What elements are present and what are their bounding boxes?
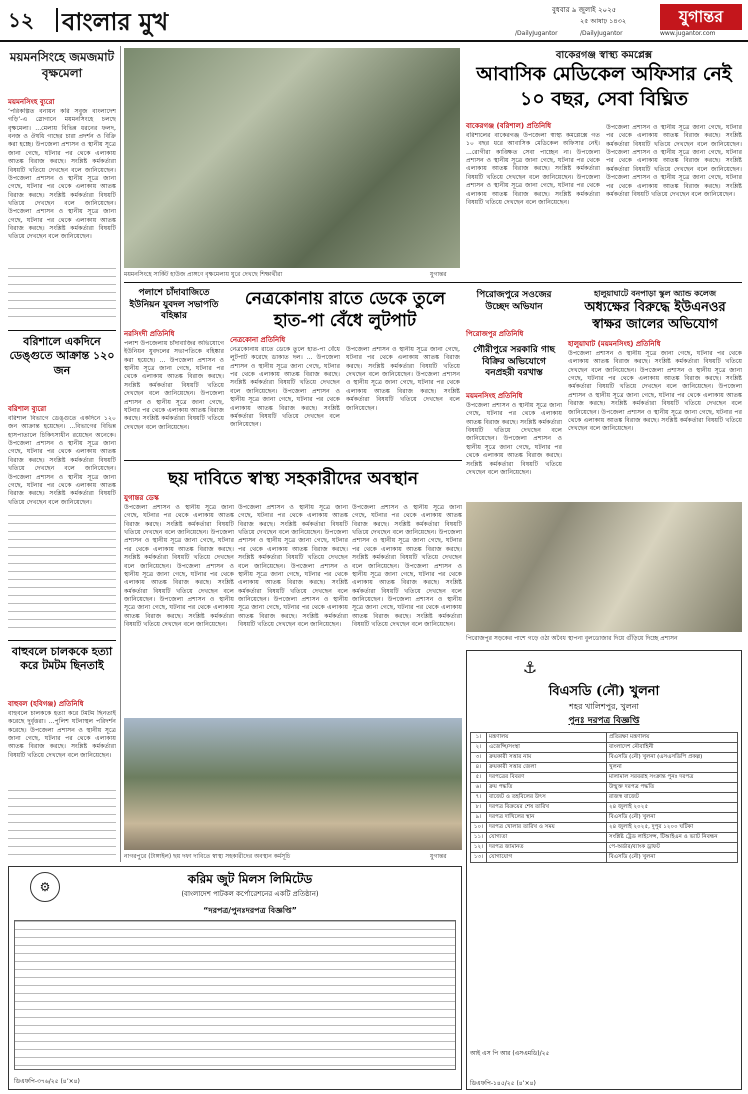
table-row bbox=[471, 792, 738, 802]
mymensingh-body: ‘পরিকল্পিত বনায়ন করি সবুজ বাংলাদেশ গড়ি’-এ স্লোগানে ময়মনসিংহে চলছে বৃক্ষমেলা। ...মেলায় বিভিন্ন ধরনের ফলদ, বনজ ও ঔষধি গাছের চারা প্রদর্শন ও বিক্রি করা হচ্ছে। উপজেলা প্রশাসন ও স্থানীয় সূত্রে জানা গেছে, ঘটনার পর থেকে এলাকায় আতঙ্ক বিরাজ করছে। সংশ্লিষ্ট কর্মকর্তারা বিষয়টি খতিয়ে দেখছেন বলে জানিয়েছেন। উপজেলা প্রশাসন ও স্থানীয় সূত্রে জানা গেছে, ঘটনার পর থেকে এলাকায় আতঙ্ক বিরাজ করছে। সংশ্লিষ্ট কর্মকর্তারা বিষয়টি খতিয়ে দেখছেন বলে জানিয়েছেন। উপজেলা প্রশাসন ও স্থানীয় সূত্রে জানা গেছে, ঘটনার পর থেকে এলাকায় আতঙ্ক বিরাজ করছে। সংশ্লিষ্ট কর্মকর্তারা বিষয়টি খতিয়ে দেখছেন বলে জানিয়েছেন। bbox=[8, 108, 116, 241]
pollash-headline: পলাশে চাঁদাবাজিতে ইউনিয়ন যুবদল সভাপতি বহিষ্কার bbox=[129, 288, 219, 322]
barishal-headline: বরিশালে একদিনে ডেঙ্গুতে আক্রান্ত ১২০ জন bbox=[9, 335, 115, 377]
photo-caption: ময়মনসিংহে সার্কিট হাউজ প্রাঙ্গণে বৃক্ষমেলায় ঘুরে দেখছে শিক্ষার্থীরা bbox=[124, 271, 283, 278]
barishal-byline: বরিশাল ব্যুরো bbox=[8, 405, 47, 413]
table-cell-val: বিএসডি (নৌ) খুলনা bbox=[607, 812, 738, 822]
table-row bbox=[471, 842, 738, 852]
table-cell-no: ৫। bbox=[471, 772, 487, 782]
table-cell-no: ১০। bbox=[471, 822, 487, 832]
health-protest-photo bbox=[124, 718, 462, 850]
table-cell-no: ৬। bbox=[471, 782, 487, 792]
table-cell-val: বাংলাদেশ নৌবাহিনী bbox=[607, 742, 738, 752]
netrokona-body: নেত্রকোনায় রাতে ডেকে তুলে হাত-পা বেঁধে লুটপাট করেছে ডাকাত দল। ... উপজেলা প্রশাসন ও স্থানীয় সূত্রে জানা গেছে, ঘটনার পর থেকে এলাকায় আতঙ্ক বিরাজ করছে। সংশ্লিষ্ট কর্মকর্তারা বিষয়টি খতিয়ে দেখছেন বলে জানিয়েছেন। উপজেলা প্রশাসন ও স্থানীয় সূত্রে জানা গেছে, ঘটনার পর থেকে এলাকায় আতঙ্ক বিরাজ করছে। সংশ্লিষ্ট কর্মকর্তারা বিষয়টি খতিয়ে দেখছেন বলে জানিয়েছেন। bbox=[230, 346, 340, 429]
table-row bbox=[471, 782, 738, 792]
table-row bbox=[471, 772, 738, 782]
table-cell-key: যোগাযোগ bbox=[487, 852, 607, 862]
navy-notice-title: পুনঃ দরপত্র বিজ্ঞপ্তি bbox=[568, 716, 640, 726]
health-byline: যুগান্তর ডেস্ক bbox=[124, 494, 159, 502]
table-cell-key: ক্রয় পদ্ধতি bbox=[487, 782, 607, 792]
bahubal-continued bbox=[8, 790, 116, 855]
table-cell-no: ৭। bbox=[471, 792, 487, 802]
bahubal-body: বাহুবলে চালককে হত্যা করে টমটম ছিনতাই করেছে দুর্বৃত্তরা। ...পুলিশ ঘটনাস্থল পরিদর্শন করেছে। উপজেলা প্রশাসন ও স্থানীয় সূত্রে জানা গেছে, ঘটনার পর থেকে এলাকায় আতঙ্ক বিরাজ করছে। সংশ্লিষ্ট কর্মকর্তারা বিষয়টি খতিয়ে দেখছেন বলে জানিয়েছেন। bbox=[8, 710, 116, 759]
table-cell-key: যোগ্যতা bbox=[487, 832, 607, 842]
divider bbox=[8, 640, 116, 641]
newspaper-logo: যুগান্তর bbox=[660, 4, 742, 30]
section-title: বাংলার মুখ bbox=[62, 7, 169, 36]
pollash-byline: নরসিংদী প্রতিনিধি bbox=[124, 330, 175, 338]
table-row bbox=[471, 733, 738, 743]
health-photo-credit: যুগান্তর bbox=[430, 853, 447, 860]
gouripur-body: উপজেলা প্রশাসন ও স্থানীয় সূত্রে জানা গেছে, ঘটনার পর থেকে এলাকায় আতঙ্ক বিরাজ করছে। সংশ্লিষ্ট কর্মকর্তারা বিষয়টি খতিয়ে দেখছেন বলে জানিয়েছেন। উপজেলা প্রশাসন ও স্থানীয় সূত্রে জানা গেছে, ঘটনার পর থেকে এলাকায় আতঙ্ক বিরাজ করছে। সংশ্লিষ্ট কর্মকর্তারা বিষয়টি খতিয়ে দেখছেন বলে জানিয়েছেন। bbox=[466, 402, 562, 476]
youtube-link[interactable]: /DailyJugantor bbox=[580, 30, 623, 37]
table-cell-val: রাজস্ব বাজেট bbox=[607, 792, 738, 802]
table-cell-no: ২। bbox=[471, 742, 487, 752]
table-cell-val: সংশ্লিষ্ট ট্রেড লাইসেন্স, টিআইএন ও ভ্যাট নিবন্ধন bbox=[607, 832, 738, 842]
bakerganj-byline: বাকেরগঞ্জ (বরিশাল) প্রতিনিধি bbox=[466, 122, 552, 130]
table-cell-val: ২৪ জুলাই ২০২৫ bbox=[607, 802, 738, 812]
haluaghat-kicker: হালুয়াঘাটে বনপাড়া স্কুল অ্যান্ড কলেজ bbox=[593, 289, 717, 298]
table-cell-key: দরপত্র বিক্রয়ের শেষ তারিখ bbox=[487, 802, 607, 812]
navy-anchor-icon: ⚓ bbox=[522, 658, 538, 677]
haluaghat-byline: হালুয়াঘাট (ময়মনসিংহ) প্রতিনিধি bbox=[568, 340, 661, 348]
table-row bbox=[471, 832, 738, 842]
table-cell-no: ১২। bbox=[471, 842, 487, 852]
table-cell-val: ২৪ জুলাই ২০২৫, দুপুর ১২০০ ঘটিকা bbox=[607, 822, 738, 832]
column-divider bbox=[120, 46, 121, 862]
table-cell-no: ১। bbox=[471, 733, 487, 743]
navy-org: বিএসডি (নৌ) খুলনা bbox=[548, 684, 660, 699]
mymensingh-byline: ময়মনসিংহ ব্যুরো bbox=[8, 98, 55, 106]
gouripur-byline: ময়মনসিংহ প্রতিনিধি bbox=[466, 392, 523, 400]
navy-footer-left: আই এস পি আর (এসএমডি)/২৫ bbox=[470, 1050, 550, 1057]
website-link[interactable]: www.jugantor.com bbox=[660, 30, 716, 37]
facebook-link[interactable]: /DailyJugantor bbox=[515, 30, 558, 37]
table-cell-key: বাজেট ও তহবিলের উৎস bbox=[487, 792, 607, 802]
table-row bbox=[471, 802, 738, 812]
bahubal-byline: বাহুবল (হবিগঞ্জ) প্রতিনিধি bbox=[8, 700, 84, 708]
bahubal-headline: বাহুবলে চালককে হত্যা করে টমটম ছিনতাই bbox=[11, 645, 113, 673]
firozpur-photo-caption: পিরোজপুর সড়কের পাশে গড়ে ওঠা অবৈধ স্থাপনা বুলডোজার দিয়ে গুঁড়িয়ে দিচ্ছে প্রশাসন bbox=[466, 635, 678, 642]
divider bbox=[124, 460, 462, 461]
table-row bbox=[471, 812, 738, 822]
table-cell-no: ১৩। bbox=[471, 852, 487, 862]
table-cell-key: ক্রয়কারী সত্তার নাম bbox=[487, 752, 607, 762]
navy-address: শহর খালিশপুর, খুলনা bbox=[569, 702, 639, 711]
table-cell-no: ৮। bbox=[471, 802, 487, 812]
table-cell-val: বিএসডি (নৌ) খুলনা (এসএসডিপি প্রকল্প) bbox=[607, 752, 738, 762]
tender-footer: ডিএফপি-৩৭৬/২৫ (৪’×৪) bbox=[14, 1078, 80, 1085]
haluaghat-headline: অধ্যক্ষের বিরুদ্ধে ইউএনওর স্বাক্ষর জালের অভিযোগ bbox=[584, 300, 726, 332]
mymensingh-headline: ময়মনসিংহে জমজমাট বৃক্ষমেলা bbox=[9, 50, 115, 80]
date-gregorian: বুধবার ৯ জুলাই ২০২৫ bbox=[552, 6, 617, 14]
tree-fair-photo bbox=[124, 48, 460, 268]
table-cell-key: দরপত্র খোলার তারিখ ও সময় bbox=[487, 822, 607, 832]
bjmc-emblem-icon: ⚙ bbox=[30, 872, 60, 902]
table-row bbox=[471, 822, 738, 832]
tender-table bbox=[14, 920, 456, 1070]
health-headline: ছয় দাবিতে স্বাস্থ্য সহকারীদের অবস্থান bbox=[167, 469, 419, 489]
table-cell-key: দরপত্র দাখিলের স্থান bbox=[487, 812, 607, 822]
table-cell-no: ৩। bbox=[471, 752, 487, 762]
table-row bbox=[471, 742, 738, 752]
netrokona-byline: নেত্রকোনা প্রতিনিধি bbox=[230, 336, 286, 344]
health-body: উপজেলা প্রশাসন ও স্থানীয় সূত্রে জানা গেছে, ঘটনার পর থেকে এলাকায় আতঙ্ক বিরাজ করছে। সংশ্লিষ্ট কর্মকর্তারা বিষয়টি খতিয়ে দেখছেন বলে জানিয়েছেন। উপজেলা প্রশাসন ও স্থানীয় সূত্রে জানা গেছে, ঘটনার পর থেকে এলাকায় আতঙ্ক বিরাজ করছে। সংশ্লিষ্ট কর্মকর্তারা বিষয়টি খতিয়ে দেখছেন বলে জানিয়েছেন। উপজেলা প্রশাসন ও স্থানীয় সূত্রে জানা গেছে, ঘটনার পর থেকে এলাকায় আতঙ্ক বিরাজ করছে। সংশ্লিষ্ট কর্মকর্তারা বিষয়টি খতিয়ে দেখছেন বলে জানিয়েছেন। উপজেলা প্রশাসন ও স্থানীয় সূত্রে জানা গেছে, ঘটনার পর থেকে এলাকায় আতঙ্ক বিরাজ করছে। সংশ্লিষ্ট কর্মকর্তারা বিষয়টি খতিয়ে দেখছেন বলে জানিয়েছেন। bbox=[124, 504, 234, 629]
barishal-continued bbox=[8, 515, 116, 635]
table-cell-val: খুলনা bbox=[607, 762, 738, 772]
divider bbox=[8, 330, 116, 331]
table-cell-no: ৪। bbox=[471, 762, 487, 772]
firozpur-headline: পিরোজপুরে সওজের উচ্ছেদ অভিযান bbox=[476, 290, 552, 312]
table-cell-key: দরপত্রের বিবরণ bbox=[487, 772, 607, 782]
photo-credit: যুগান্তর bbox=[430, 271, 447, 278]
gouripur-headline: গৌরীপুরে সরকারি গাছ বিক্রির অভিযোগে বনপ্রহরী বরখাস্ত bbox=[473, 345, 555, 379]
page-number: ১২ bbox=[8, 8, 34, 32]
table-cell-val: পে-অর্ডার/ব্যাংক ড্রাফট bbox=[607, 842, 738, 852]
divider bbox=[124, 282, 742, 283]
health-body-col2: উপজেলা প্রশাসন ও স্থানীয় সূত্রে জানা গেছে, ঘটনার পর থেকে এলাকায় আতঙ্ক বিরাজ করছে। সংশ্লিষ্ট কর্মকর্তারা বিষয়টি খতিয়ে দেখছেন বলে জানিয়েছেন। উপজেলা প্রশাসন ও স্থানীয় সূত্রে জানা গেছে, ঘটনার পর থেকে এলাকায় আতঙ্ক বিরাজ করছে। সংশ্লিষ্ট কর্মকর্তারা বিষয়টি খতিয়ে দেখছেন বলে জানিয়েছেন। উপজেলা প্রশাসন ও স্থানীয় সূত্রে জানা গেছে, ঘটনার পর থেকে এলাকায় আতঙ্ক বিরাজ করছে। সংশ্লিষ্ট কর্মকর্তারা বিষয়টি খতিয়ে দেখছেন বলে জানিয়েছেন। উপজেলা প্রশাসন ও স্থানীয় সূত্রে জানা গেছে, ঘটনার পর থেকে এলাকায় আতঙ্ক বিরাজ করছে। সংশ্লিষ্ট কর্মকর্তারা বিষয়টি খতিয়ে দেখছেন বলে জানিয়েছেন। bbox=[238, 504, 348, 629]
navy-tender-table bbox=[470, 732, 738, 863]
tender-subtitle: (বাংলাদেশ পাটকল কর্পোরেশনের একটি প্রতিষ্ঠান) bbox=[181, 890, 319, 898]
bakerganj-body-col2: উপজেলা প্রশাসন ও স্থানীয় সূত্রে জানা গেছে, ঘটনার পর থেকে এলাকায় আতঙ্ক বিরাজ করছে। সংশ্লিষ্ট কর্মকর্তারা বিষয়টি খতিয়ে দেখছেন বলে জানিয়েছেন। উপজেলা প্রশাসন ও স্থানীয় সূত্রে জানা গেছে, ঘটনার পর থেকে এলাকায় আতঙ্ক বিরাজ করছে। সংশ্লিষ্ট কর্মকর্তারা বিষয়টি খতিয়ে দেখছেন বলে জানিয়েছেন। উপজেলা প্রশাসন ও স্থানীয় সূত্রে জানা গেছে, ঘটনার পর থেকে এলাকায় আতঙ্ক বিরাজ করছে। সংশ্লিষ্ট কর্মকর্তারা বিষয়টি খতিয়ে দেখছেন বলে জানিয়েছেন। bbox=[606, 124, 742, 198]
bakerganj-body: বরিশালের বাকেরগঞ্জ উপজেলা স্বাস্থ্য কমপ্লেক্সে গত ১০ বছর ধরে আবাসিক মেডিকেল অফিসার নেই। ...রোগীরা কাঙ্ক্ষিত সেবা পাচ্ছেন না। উপজেলা প্রশাসন ও স্থানীয় সূত্রে জানা গেছে, ঘটনার পর থেকে এলাকায় আতঙ্ক বিরাজ করছে। সংশ্লিষ্ট কর্মকর্তারা বিষয়টি খতিয়ে দেখছেন বলে জানিয়েছেন। উপজেলা প্রশাসন ও স্থানীয় সূত্রে জানা গেছে, ঘটনার পর থেকে এলাকায় আতঙ্ক বিরাজ করছে। সংশ্লিষ্ট কর্মকর্তারা বিষয়টি খতিয়ে দেখছেন বলে জানিয়েছেন। bbox=[466, 132, 600, 206]
pollash-body: পলাশ উপজেলায় চাঁদাবাজির অভিযোগে ইউনিয়ন যুবদলের সভাপতিকে বহিষ্কার করা হয়েছে। ... উপজেলা প্রশাসন ও স্থানীয় সূত্রে জানা গেছে, ঘটনার পর থেকে এলাকায় আতঙ্ক বিরাজ করছে। সংশ্লিষ্ট কর্মকর্তারা বিষয়টি খতিয়ে দেখছেন বলে জানিয়েছেন। উপজেলা প্রশাসন ও স্থানীয় সূত্রে জানা গেছে, ঘটনার পর থেকে এলাকায় আতঙ্ক বিরাজ করছে। সংশ্লিষ্ট কর্মকর্তারা বিষয়টি খতিয়ে দেখছেন বলে জানিয়েছেন। bbox=[124, 340, 224, 431]
table-cell-key: ক্রয়কারী সত্তার জেলা bbox=[487, 762, 607, 772]
netrokona-headline: নেত্রকোনায় রাতে ডেকে তুলে হাত-পা বেঁধে লুটপাট bbox=[244, 289, 446, 332]
tender-company: করিম জুট মিলস লিমিটেড bbox=[187, 872, 313, 886]
date-bangla: ২৫ আষাঢ় ১৪৩২ bbox=[580, 17, 627, 25]
table-cell-val: বিএসডি (নৌ) খুলনা bbox=[607, 852, 738, 862]
table-cell-key: এজেন্সি/সংস্থা bbox=[487, 742, 607, 752]
health-body-col3: উপজেলা প্রশাসন ও স্থানীয় সূত্রে জানা গেছে, ঘটনার পর থেকে এলাকায় আতঙ্ক বিরাজ করছে। সংশ্লিষ্ট কর্মকর্তারা বিষয়টি খতিয়ে দেখছেন বলে জানিয়েছেন। উপজেলা প্রশাসন ও স্থানীয় সূত্রে জানা গেছে, ঘটনার পর থেকে এলাকায় আতঙ্ক বিরাজ করছে। সংশ্লিষ্ট কর্মকর্তারা বিষয়টি খতিয়ে দেখছেন বলে জানিয়েছেন। উপজেলা প্রশাসন ও স্থানীয় সূত্রে জানা গেছে, ঘটনার পর থেকে এলাকায় আতঙ্ক বিরাজ করছে। সংশ্লিষ্ট কর্মকর্তারা বিষয়টি খতিয়ে দেখছেন বলে জানিয়েছেন। উপজেলা প্রশাসন ও স্থানীয় সূত্রে জানা গেছে, ঘটনার পর থেকে এলাকায় আতঙ্ক বিরাজ করছে। সংশ্লিষ্ট কর্মকর্তারা বিষয়টি খতিয়ে দেখছেন বলে জানিয়েছেন। bbox=[352, 504, 462, 629]
health-photo-caption: নাগরপুরে (টাঙ্গাইল) ছয় দফা দাবিতে স্বাস্থ্য সহকারীদের অবস্থান কর্মসূচি bbox=[124, 853, 291, 860]
bulldozer-photo bbox=[466, 502, 742, 632]
table-cell-key: মন্ত্রণালয় bbox=[487, 733, 607, 743]
table-cell-val: প্রতিরক্ষা মন্ত্রণালয় bbox=[607, 733, 738, 743]
firozpur-byline: পিরোজপুর প্রতিনিধি bbox=[466, 330, 524, 338]
bakerganj-kicker: বাকেরগঞ্জ স্বাস্থ্য কমপ্লেক্স bbox=[555, 50, 653, 61]
tender-notice-title: “দরপত্র/পুনঃদরপত্র বিজ্ঞপ্তি” bbox=[203, 906, 297, 915]
bakerganj-headline: আবাসিক মেডিকেল অফিসার নেই ১০ বছর, সেবা বিঘ্নিত bbox=[476, 63, 732, 110]
barishal-body: বরিশাল বিভাগে ডেঙ্গুতে একদিনে ১২০ জন আক্রান্ত হয়েছেন। ...বিভাগের বিভিন্ন হাসপাতালে চিকিৎসাধীন রয়েছেন অনেকে। উপজেলা প্রশাসন ও স্থানীয় সূত্রে জানা গেছে, ঘটনার পর থেকে এলাকায় আতঙ্ক বিরাজ করছে। সংশ্লিষ্ট কর্মকর্তারা বিষয়টি খতিয়ে দেখছেন বলে জানিয়েছেন। উপজেলা প্রশাসন ও স্থানীয় সূত্রে জানা গেছে, ঘটনার পর থেকে এলাকায় আতঙ্ক বিরাজ করছে। সংশ্লিষ্ট কর্মকর্তারা বিষয়টি খতিয়ে দেখছেন বলে জানিয়েছেন। bbox=[8, 415, 116, 506]
table-row bbox=[471, 852, 738, 862]
mymensingh-continued bbox=[8, 268, 116, 324]
netrokona-body-col2: উপজেলা প্রশাসন ও স্থানীয় সূত্রে জানা গেছে, ঘটনার পর থেকে এলাকায় আতঙ্ক বিরাজ করছে। সংশ্লিষ্ট কর্মকর্তারা বিষয়টি খতিয়ে দেখছেন বলে জানিয়েছেন। উপজেলা প্রশাসন ও স্থানীয় সূত্রে জানা গেছে, ঘটনার পর থেকে এলাকায় আতঙ্ক বিরাজ করছে। সংশ্লিষ্ট কর্মকর্তারা বিষয়টি খতিয়ে দেখছেন বলে জানিয়েছেন। bbox=[346, 346, 460, 412]
table-cell-key: দরপত্র জামানত bbox=[487, 842, 607, 852]
haluaghat-body: উপজেলা প্রশাসন ও স্থানীয় সূত্রে জানা গেছে, ঘটনার পর থেকে এলাকায় আতঙ্ক বিরাজ করছে। সংশ্লিষ্ট কর্মকর্তারা বিষয়টি খতিয়ে দেখছেন বলে জানিয়েছেন। উপজেলা প্রশাসন ও স্থানীয় সূত্রে জানা গেছে, ঘটনার পর থেকে এলাকায় আতঙ্ক বিরাজ করছে। সংশ্লিষ্ট কর্মকর্তারা বিষয়টি খতিয়ে দেখছেন বলে জানিয়েছেন। উপজেলা প্রশাসন ও স্থানীয় সূত্রে জানা গেছে, ঘটনার পর থেকে এলাকায় আতঙ্ক বিরাজ করছে। সংশ্লিষ্ট কর্মকর্তারা বিষয়টি খতিয়ে দেখছেন বলে জানিয়েছেন। উপজেলা প্রশাসন ও স্থানীয় সূত্রে জানা গেছে, ঘটনার পর থেকে এলাকায় আতঙ্ক বিরাজ করছে। সংশ্লিষ্ট কর্মকর্তারা বিষয়টি খতিয়ে দেখছেন বলে জানিয়েছেন। bbox=[568, 350, 742, 433]
table-row bbox=[471, 762, 738, 772]
header-divider bbox=[56, 8, 58, 32]
table-row bbox=[471, 752, 738, 762]
table-cell-no: ৯। bbox=[471, 812, 487, 822]
table-cell-val: উন্মুক্ত দরপত্র পদ্ধতি bbox=[607, 782, 738, 792]
table-cell-val: মালামাল সরবরাহ সংক্রান্ত পুনঃ দরপত্র bbox=[607, 772, 738, 782]
navy-footer-right: ডিএফপি-১৪৫/২৫ (৪’×৪) bbox=[470, 1080, 536, 1087]
table-cell-no: ১১। bbox=[471, 832, 487, 842]
